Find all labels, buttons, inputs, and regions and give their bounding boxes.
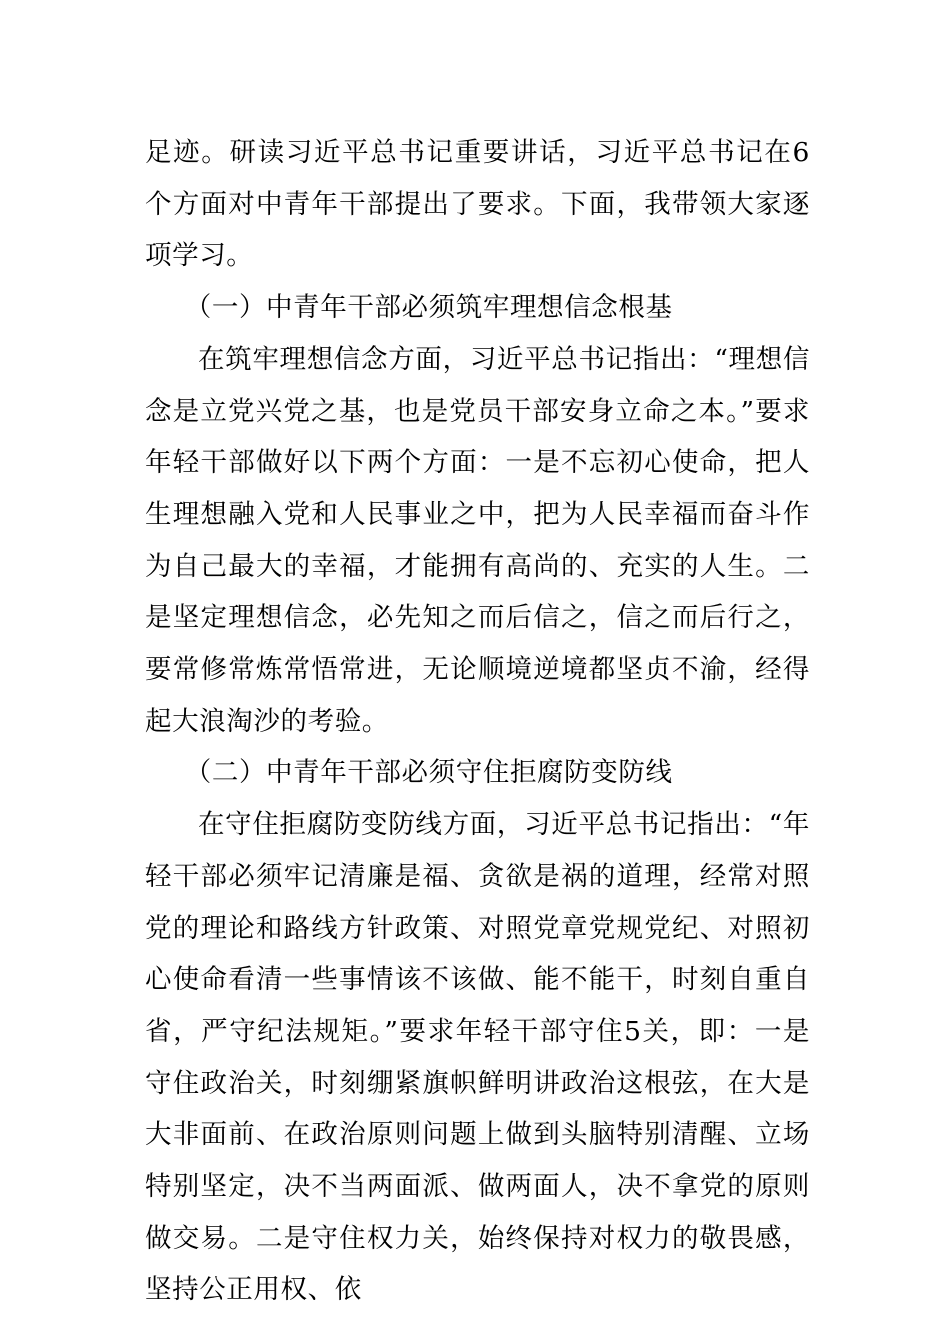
paragraph-ideals-beliefs: 在筑牢理想信念方面，习近平总书记指出：“理想信念是立党兴党之基，也是党员干部安身立命之本。”要求年轻干部做好以下两个方面：一是不忘初心使命，把人生理想融入党和人民事业之中，把为人民幸福而奋斗作为自己最大的幸福，才能拥有高尚的、充实的人生。二是坚定理想信念，必先知之而后信之，信之而后行之，要常修常炼常悟常进，无论顺境逆境都坚贞不渝，经得起大浪淘沙的考验。 [145, 343, 810, 737]
section-heading-1: （一）中青年干部必须筑牢理想信念根基 [184, 292, 673, 324]
document-body [145, 127, 810, 1316]
paragraph-anti-corruption: 在守住拒腐防变防线方面，习近平总书记指出：“年轻干部必须牢记清廉是福、贪欲是祸的道理，经常对照党的理论和路线方针政策、对照党章党规党纪、对照初心使命看清一些事情该不该做、能不能干，时刻自重自省，严守纪法规矩。”要求年轻干部守住5关，即：一是守住政治关，时刻绷紧旗帜鲜明讲政治这根弦，在大是大非面前、在政治原则问题上做到头脑特别清醒、立场特别坚定，决不当两面派、做两面人，决不拿党的原则做交易。二是守住权力关，始终保持对权力的敬畏感，坚持公正用权、依 [145, 809, 810, 1306]
paragraph-intro-continuation: 足迹。研读习近平总书记重要讲话，习近平总书记在6个方面对中青年干部提出了要求。下面，我带领大家逐项学习。 [145, 137, 810, 272]
section-heading-2: （二）中青年干部必须守住拒腐防变防线 [184, 757, 673, 789]
